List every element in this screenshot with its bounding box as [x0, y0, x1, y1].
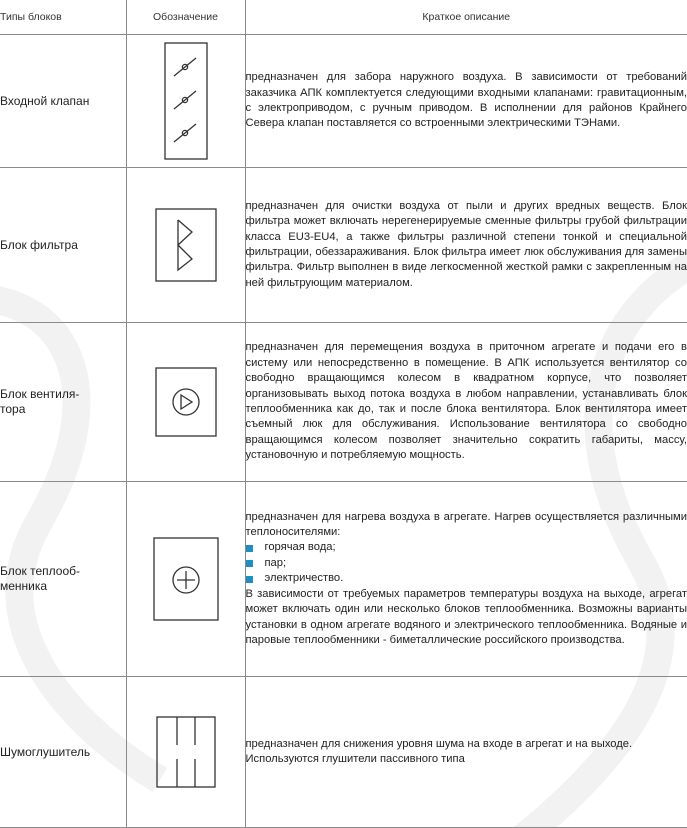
symbol-cell	[126, 323, 245, 482]
description-text: предназначен для забора наружного воздуха. В зависимости от требований заказчика АПК комплектуется следующими входными клапанами: гравитационным, с электроприводом, с ручным приводом. В исполнении для районов Крайнего Севера клапан поставляется со встроенными электрическими ТЭНами.	[246, 70, 687, 132]
silencer-symbol-icon	[156, 716, 216, 788]
description-intro: предназначен для нагрева воздуха в агрегате. Нагрев осуществляется различными теплоносителями:	[246, 510, 687, 541]
table-row	[0, 168, 687, 323]
description-text: предназначен для очистки воздуха от пыли и других вредных веществ. Блок фильтра может включать нерегенерируемые сменные фильтры грубой фильтрации класса EU3-EU4, а также фильтры различной степени тонкой и специальной фильтрации, обеззараживания. Блок фильтра имеет люк обслуживания для замены фильтра. Фильтр выполнен в виде легкосменной жесткой рамки с закрепленным на ней фильтрующим материалом.	[246, 199, 687, 291]
symbol-cell	[126, 35, 245, 168]
bullet-square-icon	[246, 576, 253, 583]
list-item-text: электричество.	[265, 571, 344, 586]
table-row	[0, 35, 687, 168]
description-text: предназначен для снижения уровня шума на входе в агрегат и на выходе. Используются глушители пассивного типа	[246, 737, 687, 768]
table-row	[0, 323, 687, 482]
filter-symbol-icon	[155, 208, 217, 282]
symbol-cell	[126, 482, 245, 677]
symbol-cell	[126, 677, 245, 828]
bullet-square-icon	[246, 545, 253, 552]
header-description: Краткое описание	[245, 0, 687, 35]
header-symbol: Обозначение	[126, 0, 245, 35]
heat-carrier-list	[246, 540, 687, 586]
list-item	[246, 540, 687, 555]
table-row	[0, 482, 687, 677]
heat-exchanger-symbol-icon	[153, 537, 219, 621]
description-outro: В зависимости от требуемых параметров температуры воздуха на выходе, агрегат может включать один или несколько блоков теплообменника. Возможны варианты установки в одном агрегате водяного и электрического теплообменника. Водяные и паровые теплообменники - биметаллические российского производства.	[246, 587, 687, 649]
block-type-line: Блок вентиля-	[0, 387, 79, 401]
table-row	[0, 677, 687, 828]
block-type-line: менника	[0, 579, 47, 593]
description-heat-exchanger	[245, 482, 687, 677]
list-item-text: пар;	[265, 556, 287, 571]
description-inlet-valve	[245, 35, 687, 168]
description-filter	[245, 168, 687, 323]
block-type-inlet-valve: Входной клапан	[0, 35, 126, 168]
table-header-row	[0, 0, 687, 35]
block-type-fan	[0, 323, 126, 482]
description-text: предназначен для перемещения воздуха в приточном агрегате и подачи его в систему или непосредственно в помещение. В АПК используется вентилятор со свободно вращающимся колесом в квадратном корпусе, что позволяет организовывать выход потока воздуха в любом направлении, устанавливать блок теплообменника как до, так и после блока вентилятора. Блок вентилятора имеет съемный люк для обслуживания. Использование вентилятора со свободно вращающимся колесом позволяет значительно сократить габариты, массу, установочную и потребляемую мощность.	[246, 340, 687, 463]
block-type-line: тора	[0, 402, 25, 416]
fan-symbol-icon	[155, 367, 217, 437]
list-item	[246, 556, 687, 571]
block-type-filter: Блок фильтра	[0, 168, 126, 323]
block-type-silencer: Шумоглушитель	[0, 677, 126, 828]
description-fan	[245, 323, 687, 482]
description-silencer	[245, 677, 687, 828]
bullet-square-icon	[246, 560, 253, 567]
header-block-types: Типы блоков	[0, 0, 126, 35]
list-item-text: горячая вода;	[265, 540, 336, 555]
block-type-heat-exchanger	[0, 482, 126, 677]
symbol-cell	[126, 168, 245, 323]
list-item	[246, 571, 687, 586]
inlet-valve-symbol-icon	[164, 42, 208, 160]
block-type-line: Блок теплооб-	[0, 564, 80, 578]
